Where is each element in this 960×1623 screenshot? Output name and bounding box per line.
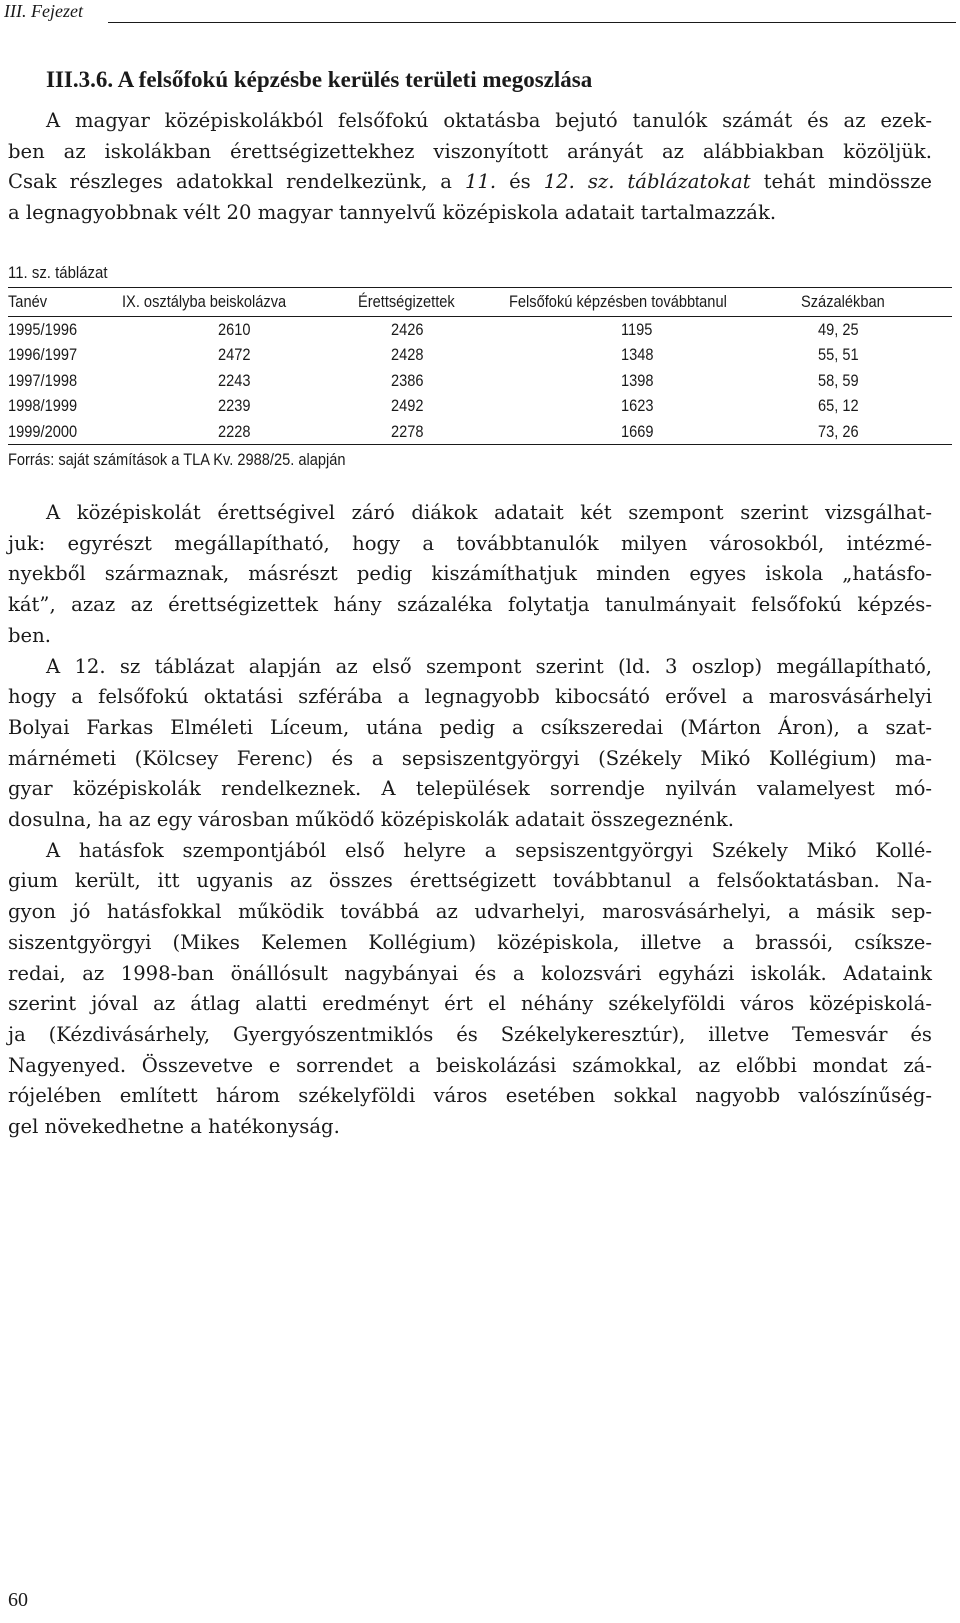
paragraph-line: ben.	[8, 623, 51, 647]
table-cell-year: 1995/1996	[8, 320, 78, 339]
table-source-note: Forrás: saját számítások a TLA Kv. 2988/25. alapján	[8, 450, 346, 469]
paragraph-line: gel növekedhetne a hatékonyság.	[8, 1115, 340, 1139]
table-cell: 2278	[391, 422, 424, 441]
table-bottom-rule	[8, 444, 952, 445]
table-cell: 2492	[391, 396, 424, 415]
paragraph-line: kát”, azaz az érettségizettek hány százaléka folytatja tanulmányait felsőfokú képzés-	[8, 593, 932, 617]
table-cell: 1195	[621, 320, 653, 339]
table-row	[8, 343, 952, 367]
paragraph-line: A 12. sz táblázat alapján az első szempont szerint (ld. 3 oszlop) megállapítható,	[46, 654, 932, 678]
table-cell: 2228	[218, 422, 251, 441]
body-text	[8, 498, 932, 1143]
table-header-rule	[8, 316, 952, 317]
intro-text: és	[496, 170, 544, 194]
paragraph-line: nyekből származnak, másrészt pedig kiszámíthatjuk minden egyes iskola „hatásfo-	[8, 562, 932, 586]
page-number: 60	[8, 1589, 28, 1611]
table-cell: 1398	[621, 371, 654, 390]
table-cell-year: 1998/1999	[8, 396, 78, 415]
paragraph-line: márnémeti (Kölcsey Ferenc) és a sepsiszentgyörgyi (Székely Mikó Kollégium) ma-	[8, 746, 932, 770]
table-cell-year: 1996/1997	[8, 345, 78, 364]
intro-line: a legnagyobbnak vélt 20 magyar tannyelvű középiskola adatait tartalmazzák.	[8, 200, 777, 224]
paragraph-line: szerint jóval az átlag alatti eredményt ért el néhány székelyföldi város középiskolá-	[8, 992, 932, 1016]
table-header-cell: Felsőfokú képzésben továbbtanul	[509, 292, 727, 311]
table-ref-12: 12. sz. táblázatokat	[543, 170, 751, 194]
paragraph-line: A hatásfok szempontjából első helyre a sepsiszentgyörgyi Székely Mikó Kollé-	[46, 838, 932, 862]
table-cell: 73, 26	[818, 422, 859, 441]
table-header-cell: Százalékban	[801, 292, 885, 311]
table-cell: 2426	[391, 320, 424, 339]
table-ref-11: 11.	[464, 170, 497, 194]
table-caption: 11. sz. táblázat	[8, 263, 108, 282]
table-row	[8, 369, 952, 393]
paragraph-line: gyar középiskolák rendelkeznek. A települések sorrendje nyilván valamelyest mó-	[8, 777, 932, 801]
table-cell: 49, 25	[818, 320, 859, 339]
table-header-cell: IX. osztályba beiskolázva	[122, 292, 287, 311]
paragraph-line: dosulna, ha az egy városban működő középiskolák adatait összegeznénk.	[8, 808, 734, 832]
section-title: III.3.6. A felsőfokú képzésbe kerülés területi megoszlása	[46, 67, 593, 92]
table-cell: 58, 59	[818, 371, 859, 390]
paragraph-line: hogy a felsőfokú oktatási szférába a legnagyobb kibocsátó erővel a marosvásárhelyi	[8, 685, 932, 709]
table-header-row	[8, 291, 952, 313]
table-cell-year: 1999/2000	[8, 422, 78, 441]
table-top-rule	[8, 287, 952, 288]
paragraph-line: Nagyenyed. Összevetve e sorrendet a beiskolázási számokkal, az előbbi mondat zá-	[8, 1053, 932, 1077]
table-cell: 2243	[218, 371, 251, 390]
table-cell: 2239	[218, 396, 251, 415]
table-cell: 55, 51	[818, 345, 859, 364]
table-row	[8, 394, 952, 418]
table-row	[8, 318, 952, 342]
paragraph-line: A középiskolát érettségivel záró diákok adatait két szempont szerint vizsgálhat-	[46, 501, 932, 524]
intro-text: Csak részleges adatokkal rendelkezünk, a	[8, 170, 465, 194]
paragraph-line: rójelében említett három székelyföldi város esetében sokkal nagyobb valószínűség-	[8, 1084, 932, 1108]
paragraph-line: siszentgyörgyi (Mikes Kelemen Kollégium) középiskola, illetve a brassói, csíksze-	[8, 930, 932, 954]
table-cell: 2472	[218, 345, 251, 364]
intro-line: ben az iskolákban érettségizettekhez viszonyított arányát az alábbiakban közöljük.	[8, 139, 932, 163]
table-header-cell: Tanév	[8, 292, 48, 311]
intro-paragraph	[8, 106, 932, 228]
table-cell-year: 1997/1998	[8, 371, 78, 390]
table-row	[8, 420, 952, 444]
table-cell: 65, 12	[818, 396, 859, 415]
intro-line: A magyar középiskolákból felsőfokú oktatásba bejutó tanulók számát és az ezek-	[46, 109, 932, 132]
intro-line	[8, 167, 932, 198]
table-cell: 1348	[621, 345, 654, 364]
table-cell: 1623	[621, 396, 654, 415]
table-header-cell: Érettségizettek	[358, 292, 455, 311]
paragraph-line: gium került, itt ugyanis az összes érettségizett továbbtanul a felsőoktatásban. Na-	[8, 869, 932, 893]
paragraph-line: Bolyai Farkas Elméleti Líceum, utána pedig a csíkszeredai (Márton Áron), a szat-	[8, 715, 932, 739]
paragraph-line: ja (Kézdivásárhely, Gyergyószentmiklós és Székelykeresztúr), illetve Temesvár és	[8, 1022, 932, 1046]
paragraph-line: redai, az 1998-ban önállósult nagybányai és a kolozsvári egyházi iskolák. Adataink	[8, 961, 932, 985]
header-rule	[108, 22, 956, 23]
table-cell: 1669	[621, 422, 654, 441]
table-cell: 2428	[391, 345, 424, 364]
table-cell: 2610	[218, 320, 251, 339]
paragraph-line: juk: egyrészt megállapítható, hogy a továbbtanulók milyen városokból, intézmé-	[8, 531, 932, 555]
table-cell: 2386	[391, 371, 424, 390]
running-head: III. Fejezet	[4, 1, 83, 21]
intro-text: tehát mindössze	[750, 170, 933, 194]
paragraph-line: gyon jó hatásfokkal működik továbbá az udvarhelyi, marosvásárhelyi, a másik sep-	[8, 900, 932, 924]
